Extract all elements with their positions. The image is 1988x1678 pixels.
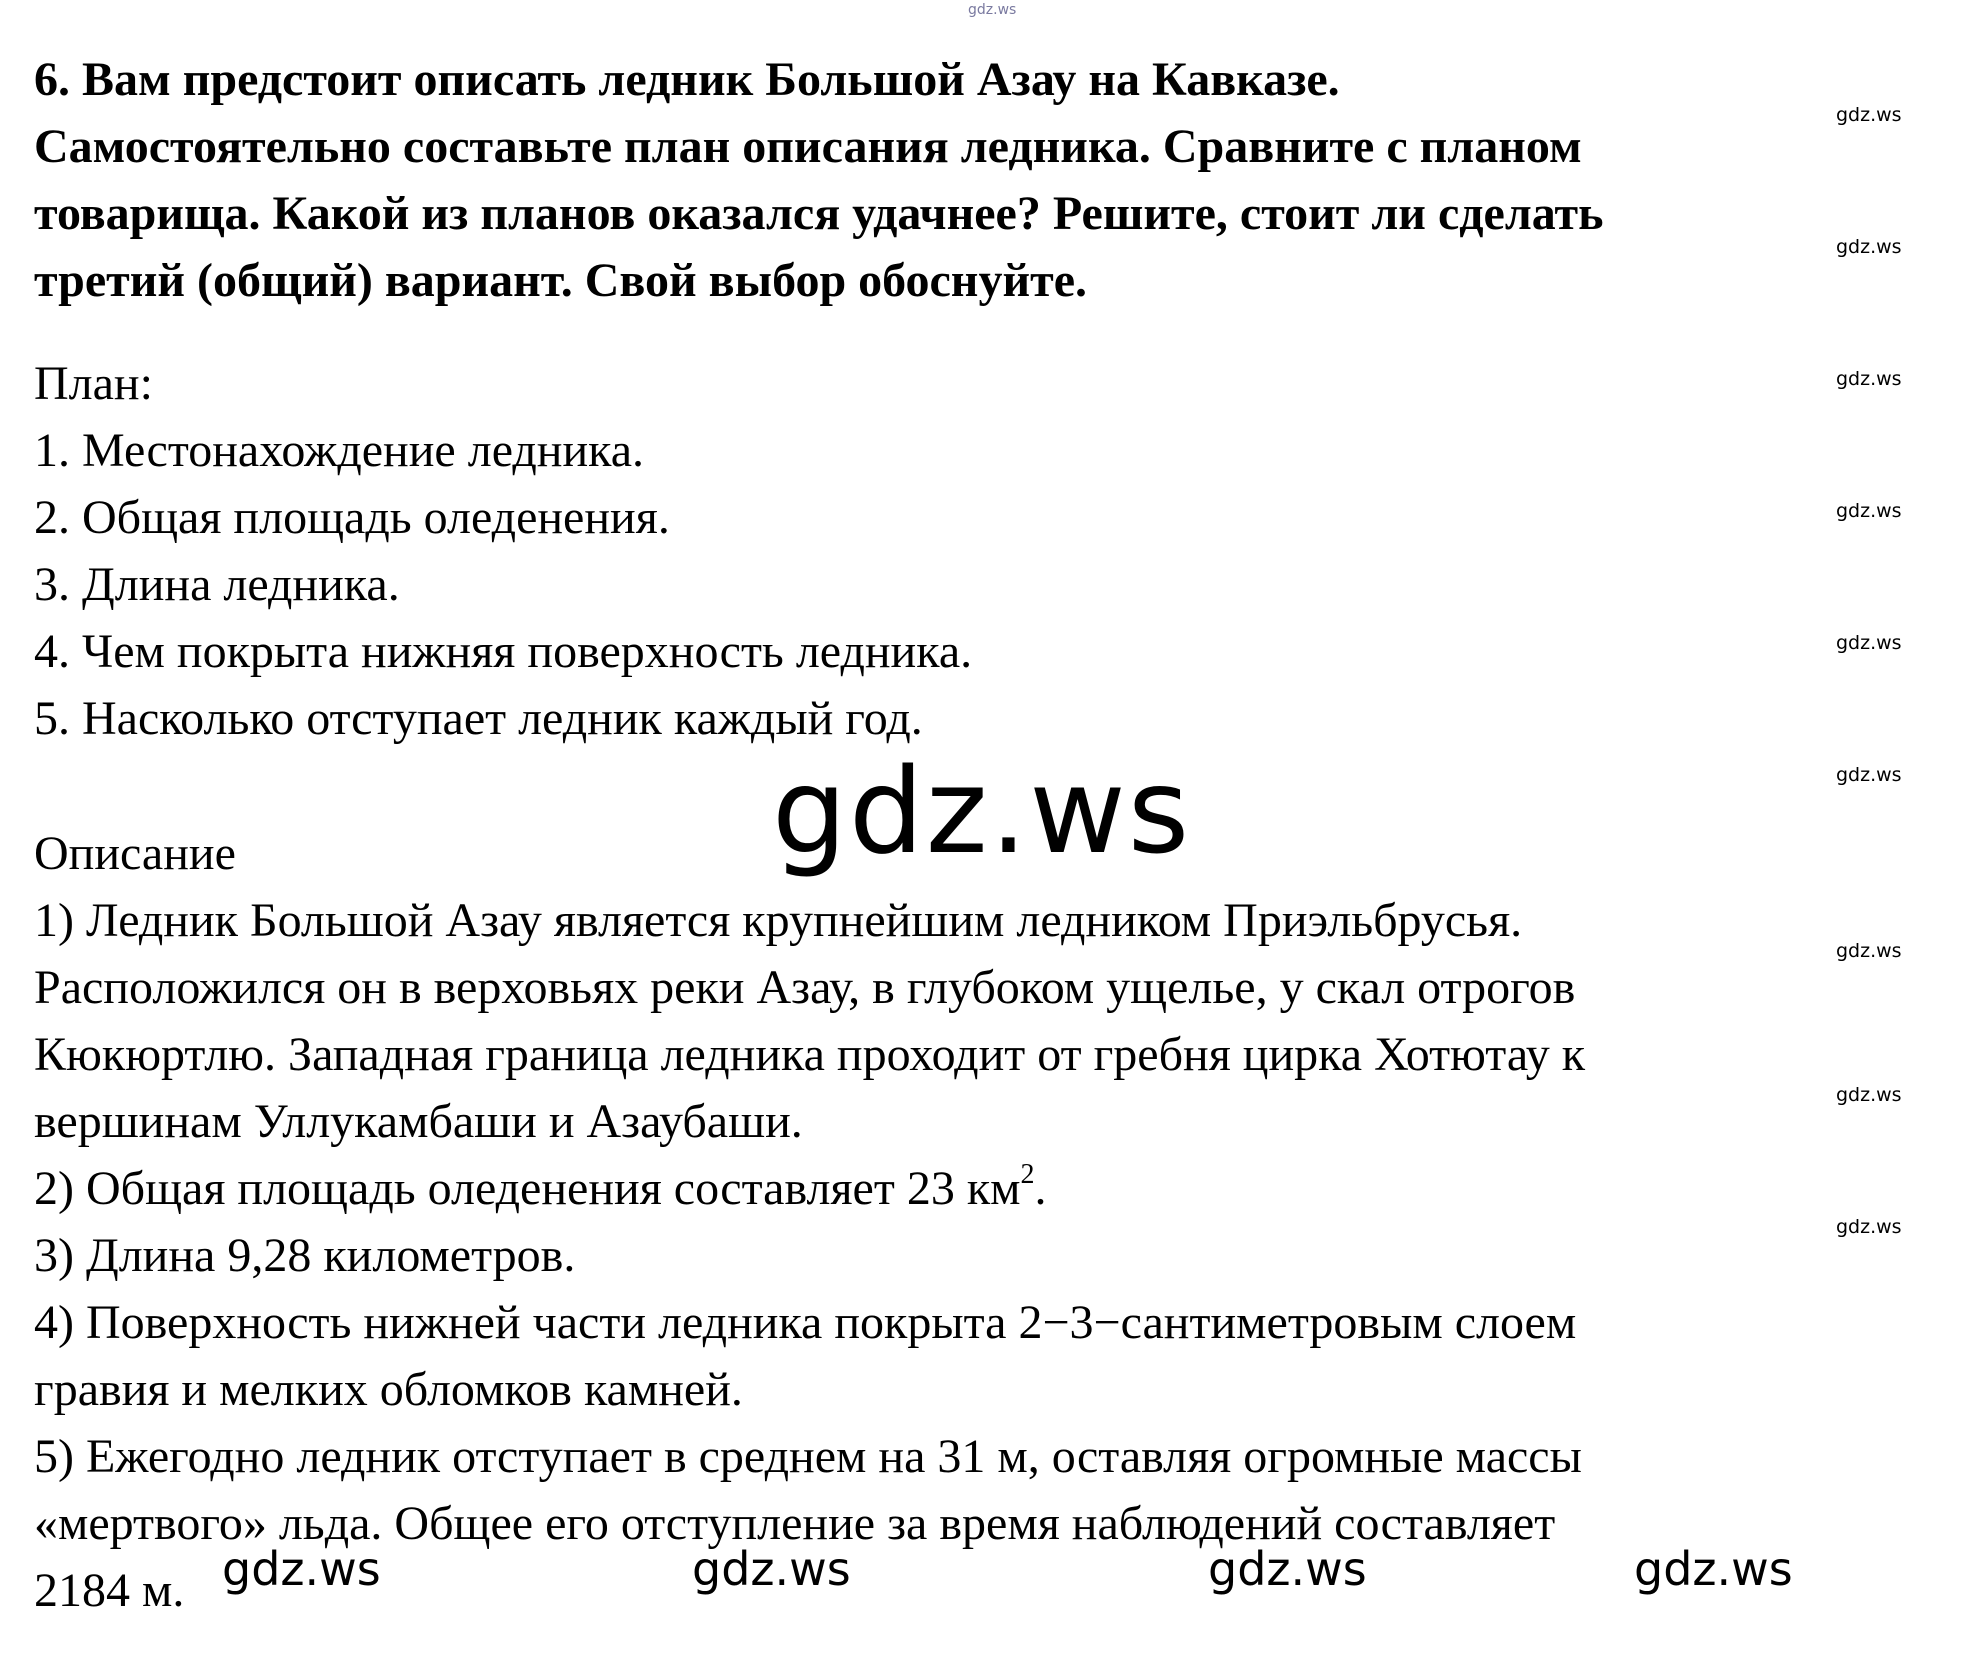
question-line: Самостоятельно составьте план описания ледника. Сравните с планом xyxy=(34,120,1582,173)
watermark-small: gdz.ws xyxy=(1836,940,1902,962)
watermark-small: gdz.ws xyxy=(1836,632,1902,654)
watermark-bottom: gdz.ws xyxy=(222,1542,381,1596)
question-line: 6. Вам предстоит описать ледник Большой Азау на Кавказе. xyxy=(34,53,1340,106)
plan-item: 4. Чем покрыта нижняя поверхность ледника. xyxy=(34,625,973,678)
description-line: 2184 м. xyxy=(34,1564,185,1617)
description-line: 5) Ежегодно ледник отступает в среднем на 31 м, оставляя огромные массы xyxy=(34,1430,1582,1483)
area-superscript: 2 xyxy=(1020,1159,1035,1190)
description-line: вершинам Уллукамбаши и Азаубаши. xyxy=(34,1095,803,1148)
description-line: Расположился он в верховьях реки Азау, в глубоком ущелье, у скал отрогов xyxy=(34,961,1576,1014)
description-line: гравия и мелких обломков камней. xyxy=(34,1363,743,1416)
watermark-bottom: gdz.ws xyxy=(1634,1542,1793,1596)
plan-item: 5. Насколько отступает ледник каждый год. xyxy=(34,692,923,745)
description-section xyxy=(34,820,1964,1624)
task-question xyxy=(34,46,1964,314)
plan-item: 3. Длина ледника. xyxy=(34,558,400,611)
plan-heading: План: xyxy=(34,357,153,410)
watermark-small: gdz.ws xyxy=(1836,1084,1902,1106)
watermark-small: gdz.ws xyxy=(1836,764,1902,786)
question-line: товарища. Какой из планов оказался удачнее? Решите, стоит ли сделать xyxy=(34,187,1604,240)
description-line: 3) Длина 9,28 километров. xyxy=(34,1229,576,1282)
description-line: Кюкюртлю. Западная граница ледника проходит от гребня цирка Хотютау к xyxy=(34,1028,1586,1081)
area-period: . xyxy=(1034,1162,1047,1215)
watermark-bottom: gdz.ws xyxy=(1208,1542,1367,1596)
area-text: 2) Общая площадь оледенения составляет 23 км xyxy=(34,1162,1021,1215)
watermark-bottom: gdz.ws xyxy=(692,1542,851,1596)
description-line: «мертвого» льда. Общее его отступление за время наблюдений составляет xyxy=(34,1497,1556,1550)
watermark-small: gdz.ws xyxy=(1836,1216,1902,1238)
description-area-line xyxy=(34,1155,1964,1222)
watermark-top: gdz.ws xyxy=(968,2,1017,18)
plan-item: 2. Общая площадь оледенения. xyxy=(34,491,670,544)
description-line: 4) Поверхность нижней части ледника покрыта 2−3−сантиметровым слоем xyxy=(34,1296,1577,1349)
plan-section xyxy=(34,350,1964,752)
watermark-large: gdz.ws xyxy=(772,742,1192,880)
watermark-small: gdz.ws xyxy=(1836,368,1902,390)
watermark-small: gdz.ws xyxy=(1836,104,1902,126)
description-heading: Описание xyxy=(34,827,236,880)
question-line: третий (общий) вариант. Свой выбор обоснуйте. xyxy=(34,254,1087,307)
watermark-small: gdz.ws xyxy=(1836,236,1902,258)
watermark-small: gdz.ws xyxy=(1836,500,1902,522)
description-line: 1) Ледник Большой Азау является крупнейшим ледником Приэльбрусья. xyxy=(34,894,1523,947)
plan-item: 1. Местонахождение ледника. xyxy=(34,424,645,477)
